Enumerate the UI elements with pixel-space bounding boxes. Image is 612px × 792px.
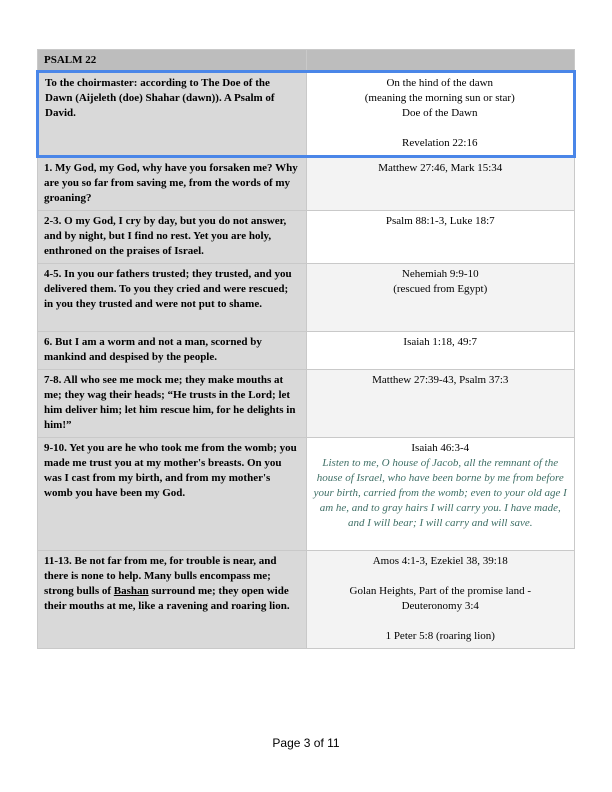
cross-reference: Matthew 27:46, Mark 15:34 <box>378 162 503 174</box>
cross-reference: Matthew 27:39-43, Psalm 37:3 <box>372 374 509 386</box>
scripture-quote: Listen to me, O house of Jacob, all the remnant of the house of Israel, who have been borne by me from before your birth, carried from the womb; even to your old age I am he, and to gray hairs I will carry you. I have made, and I will bear; I will carry and will save. <box>313 457 567 529</box>
cross-reference: Psalm 88:1-3, Luke 18:7 <box>385 215 495 227</box>
cross-reference: Amos 4:1-3, Ezekiel 38, 39:18 <box>372 555 508 567</box>
verse-refs <box>306 332 575 370</box>
verse-text: 7-8. All who see me mock me; they make mouths at me; they wag their heads; “He trusts in the Lord; let him deliver him; let him rescue him, for he delights in him!” <box>38 370 307 438</box>
psalm-table <box>36 49 576 649</box>
verse-refs <box>306 264 575 332</box>
intro-text: To the choirmaster: according to The Doe of the Dawn (Aijeleth (doe) Shahar (dawn)). A Psalm of David. <box>38 72 307 157</box>
verse-refs <box>306 157 575 211</box>
cross-reference: Deuteronomy 3:4 <box>401 600 479 612</box>
cross-reference: Isaiah 46:3-4 <box>411 442 470 454</box>
verse-row <box>38 370 575 438</box>
intro-row <box>38 72 575 157</box>
intro-ref-line: On the hind of the dawn <box>386 77 494 89</box>
verse-row <box>38 211 575 264</box>
verse-row <box>38 438 575 551</box>
intro-refs <box>306 72 575 157</box>
table-header-blank <box>306 50 575 72</box>
verse-text: 6. But I am a worm and not a man, scorned by mankind and despised by the people. <box>38 332 307 370</box>
intro-ref-line: (meaning the morning sun or star) <box>364 92 515 104</box>
verse-refs <box>306 370 575 438</box>
intro-ref-extra: Revelation 22:16 <box>402 137 478 149</box>
verse-row <box>38 332 575 370</box>
table-header-row <box>38 50 575 72</box>
verse-refs <box>306 211 575 264</box>
underlined-word: Bashan <box>113 585 149 597</box>
cross-reference: Isaiah 1:18, 49:7 <box>403 336 478 348</box>
verse-refs <box>306 551 575 649</box>
verse-text: 9-10. Yet you are he who took me from the womb; you made me trust you at my mother's breasts. On you was I cast from my birth, and from my mother's womb you have been my God. <box>38 438 307 551</box>
verse-row <box>38 551 575 649</box>
table-title: PSALM 22 <box>38 50 307 72</box>
cross-reference: (rescued from Egypt) <box>393 283 488 295</box>
verse-text: 1. My God, my God, why have you forsaken me? Why are you so far from saving me, from the words of my groaning? <box>38 157 307 211</box>
verse-text: 11-13. Be not far from me, for trouble is near, and there is none to help. Many bulls encompass me; strong bulls of Bashan surround me; they open wide their mouths at me, like a ravening and roaring lion. <box>38 551 307 649</box>
verse-text: 4-5. In you our fathers trusted; they trusted, and you delivered them. To you they cried and were rescued; in you they trusted and were not put to shame. <box>38 264 307 332</box>
verse-row <box>38 157 575 211</box>
verse-text: 2-3. O my God, I cry by day, but you do not answer, and by night, but I find no rest. Yet you are holy, enthroned on the praises of Israel. <box>38 211 307 264</box>
verse-refs <box>306 438 575 551</box>
verse-row <box>38 264 575 332</box>
cross-reference: 1 Peter 5:8 (roaring lion) <box>385 630 495 642</box>
intro-ref-line: Doe of the Dawn <box>402 107 478 119</box>
page-number: Page 3 of 11 <box>272 736 340 750</box>
cross-reference: Nehemiah 9:9-10 <box>401 268 479 280</box>
cross-reference: Golan Heights, Part of the promise land - <box>349 585 531 597</box>
